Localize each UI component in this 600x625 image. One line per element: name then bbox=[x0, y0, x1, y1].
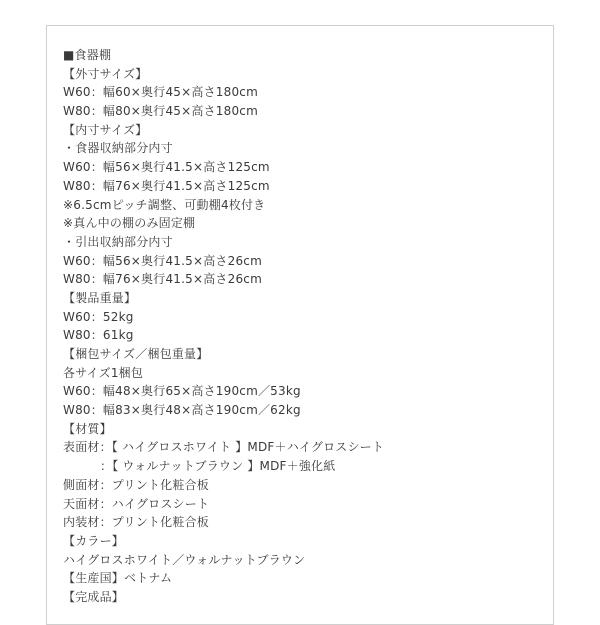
spec-line: 天面材：ハイグロスシート bbox=[63, 496, 210, 511]
spec-line: ハイグロスホワイト／ウォルナットブラウン bbox=[63, 552, 306, 567]
spec-line: W60：幅48×奥行65×高さ190cm／53kg bbox=[63, 384, 301, 399]
spec-line: 【材質】 bbox=[63, 421, 112, 436]
spec-line: W80：幅83×奥行48×高さ190cm／62kg bbox=[63, 403, 301, 418]
spec-line: 各サイズ1梱包 bbox=[63, 365, 144, 380]
spec-line: 【完成品】 bbox=[63, 589, 125, 604]
spec-line: W80：61kg bbox=[63, 328, 134, 343]
spec-line: W80：幅76×奥行41.5×高さ125cm bbox=[63, 178, 270, 193]
spec-line: 【生産国】ベトナム bbox=[63, 571, 173, 586]
spec-line: ■食器棚 bbox=[63, 48, 112, 62]
spec-line: ※真ん中の棚のみ固定棚 bbox=[63, 216, 196, 231]
spec-box bbox=[46, 25, 554, 625]
spec-line: W80：幅80×奥行45×高さ180cm bbox=[63, 104, 258, 119]
spec-line: ・食器収納部分内寸 bbox=[63, 141, 173, 156]
spec-line: ：【 ウォルナットブラウン 】MDF＋強化紙 bbox=[100, 459, 336, 474]
spec-line: 【内寸サイズ】 bbox=[63, 122, 148, 137]
spec-line: ※6.5cmピッチ調整、可動棚4枚付き bbox=[63, 197, 266, 212]
spec-line: 【製品重量】 bbox=[63, 290, 137, 305]
spec-line: 側面材：プリント化粧合板 bbox=[63, 477, 209, 492]
spec-line: W60：幅60×奥行45×高さ180cm bbox=[63, 85, 258, 100]
spec-line: 【梱包サイズ／梱包重量】 bbox=[63, 347, 209, 361]
spec-line: W60：幅56×奥行41.5×高さ26cm bbox=[63, 253, 262, 268]
spec-line: 内装材：プリント化粧合板 bbox=[63, 515, 209, 530]
spec-line: ・引出収納部分内寸 bbox=[63, 234, 173, 249]
spec-line: 【カラー】 bbox=[63, 533, 125, 548]
spec-line: W60：幅56×奥行41.5×高さ125cm bbox=[63, 160, 270, 175]
spec-line: W80：幅76×奥行41.5×高さ26cm bbox=[63, 272, 262, 287]
spec-line: 【外寸サイズ】 bbox=[63, 66, 148, 81]
spec-line: 表面材：【 ハイグロスホワイト 】MDF＋ハイグロスシート bbox=[63, 440, 385, 455]
spec-line: W60：52kg bbox=[63, 309, 134, 324]
spec-list bbox=[63, 46, 384, 607]
